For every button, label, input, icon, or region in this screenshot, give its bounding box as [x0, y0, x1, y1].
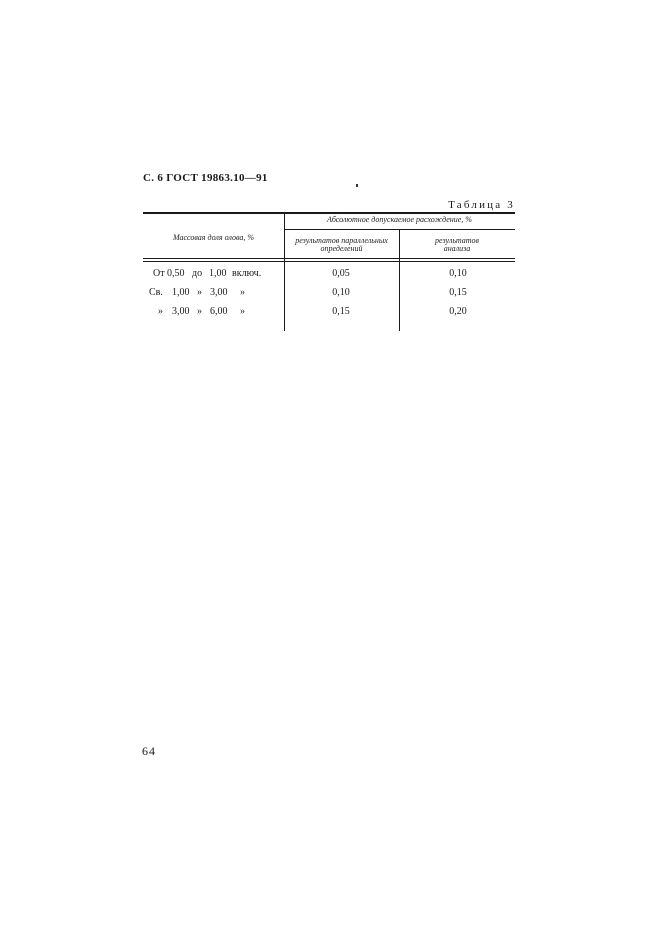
header-bottom-rule-second [143, 261, 515, 262]
stray-mark [356, 184, 358, 187]
col-header-tin-fraction: Массовая доля олова, % [172, 233, 255, 242]
table-row-2-parallel: 0,10 [332, 287, 350, 298]
col-header-analysis: результатов анализа [435, 236, 479, 253]
table-row-2-analysis: 0,15 [449, 287, 467, 298]
col-header-group: Абсолютное допускаемое расхождение, % [327, 215, 472, 224]
table-row-1-analysis: 0,10 [449, 268, 467, 279]
table-row-3-label: » 3,00 » 6,00 » [158, 306, 245, 317]
table-row-2-label: Св. 1,00 » 3,00 » [149, 287, 245, 298]
document-header: С. 6 ГОСТ 19863.10—91 [143, 172, 268, 184]
table-title: Таблица 3 [448, 199, 515, 211]
table-top-rule [143, 212, 515, 214]
page-number: 64 [142, 744, 156, 758]
col-header-parallel: результатов параллельных определений [295, 236, 388, 253]
table-row-1-parallel: 0,05 [332, 268, 350, 279]
header-bottom-rule [143, 258, 515, 259]
table-row-1-label: От 0,50 до 1,00 включ. [153, 268, 262, 279]
table-row-3-parallel: 0,15 [332, 306, 350, 317]
table-row-3-analysis: 0,20 [449, 306, 467, 317]
column-divider-1 [284, 213, 285, 331]
